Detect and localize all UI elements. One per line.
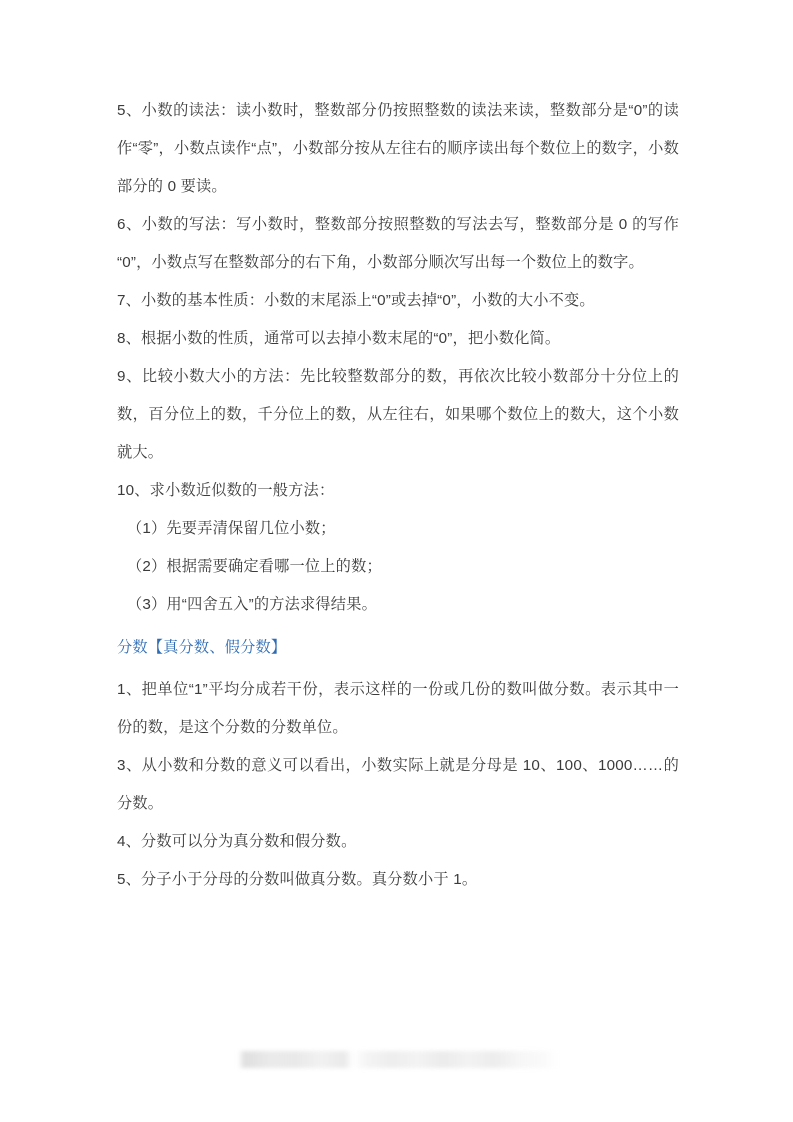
- paragraph-frac-item-5: 5、分子小于分母的分数叫做真分数。真分数小于 1。: [117, 871, 478, 888]
- paragraph-frac-item-1: 1、把单位“1”平均分成若干份，表示这样的一份或几份的数叫做分数。表示其中一份的数，是这个分数的分数单位。: [117, 681, 679, 736]
- paragraph-frac-item-3: 3、从小数和分数的意义可以看出，小数实际上就是分母是 10、100、1000……的分数。: [117, 757, 679, 812]
- paragraph-item-10-2: （2）根据需要确定看哪一位上的数；: [127, 558, 382, 575]
- paragraph-item-6: 6、小数的写法：写小数时，整数部分按照整数的写法去写，整数部分是 0 的写作“0”，小数点写在整数部分的右下角，小数部分顺次写出每一个数位上的数字。: [117, 216, 679, 271]
- paragraph-item-9: 9、比较小数大小的方法：先比较整数部分的数，再依次比较小数部分十分位上的数，百分位上的数，千分位上的数，从左往右，如果哪个数位上的数大，这个小数就大。: [117, 368, 679, 461]
- blurred-watermark: [238, 1051, 558, 1068]
- paragraph-frac-item-4: 4、分数可以分为真分数和假分数。: [117, 833, 357, 850]
- paragraph-item-10-3: （3）用“四舍五入”的方法求得结果。: [127, 596, 377, 613]
- section-heading-fractions: 分数【真分数、假分数】: [117, 639, 287, 656]
- paragraph-item-8: 8、根据小数的性质，通常可以去掉小数末尾的“0”，把小数化简。: [117, 330, 561, 347]
- paragraph-item-10: 10、求小数近似数的一般方法：: [117, 482, 335, 499]
- paragraph-item-5: 5、小数的读法：读小数时，整数部分仍按照整数的读法来读，整数部分是“0”的读作“零”，小数点读作“点”，小数部分按从左往右的顺序读出每个数位上的数字，小数部分的 0 要读。: [117, 102, 679, 195]
- paragraph-item-7: 7、小数的基本性质：小数的末尾添上“0”或去掉“0”，小数的大小不变。: [117, 292, 595, 309]
- paragraph-item-10-1: （1）先要弄清保留几位小数；: [127, 520, 336, 537]
- document-content: [117, 92, 679, 899]
